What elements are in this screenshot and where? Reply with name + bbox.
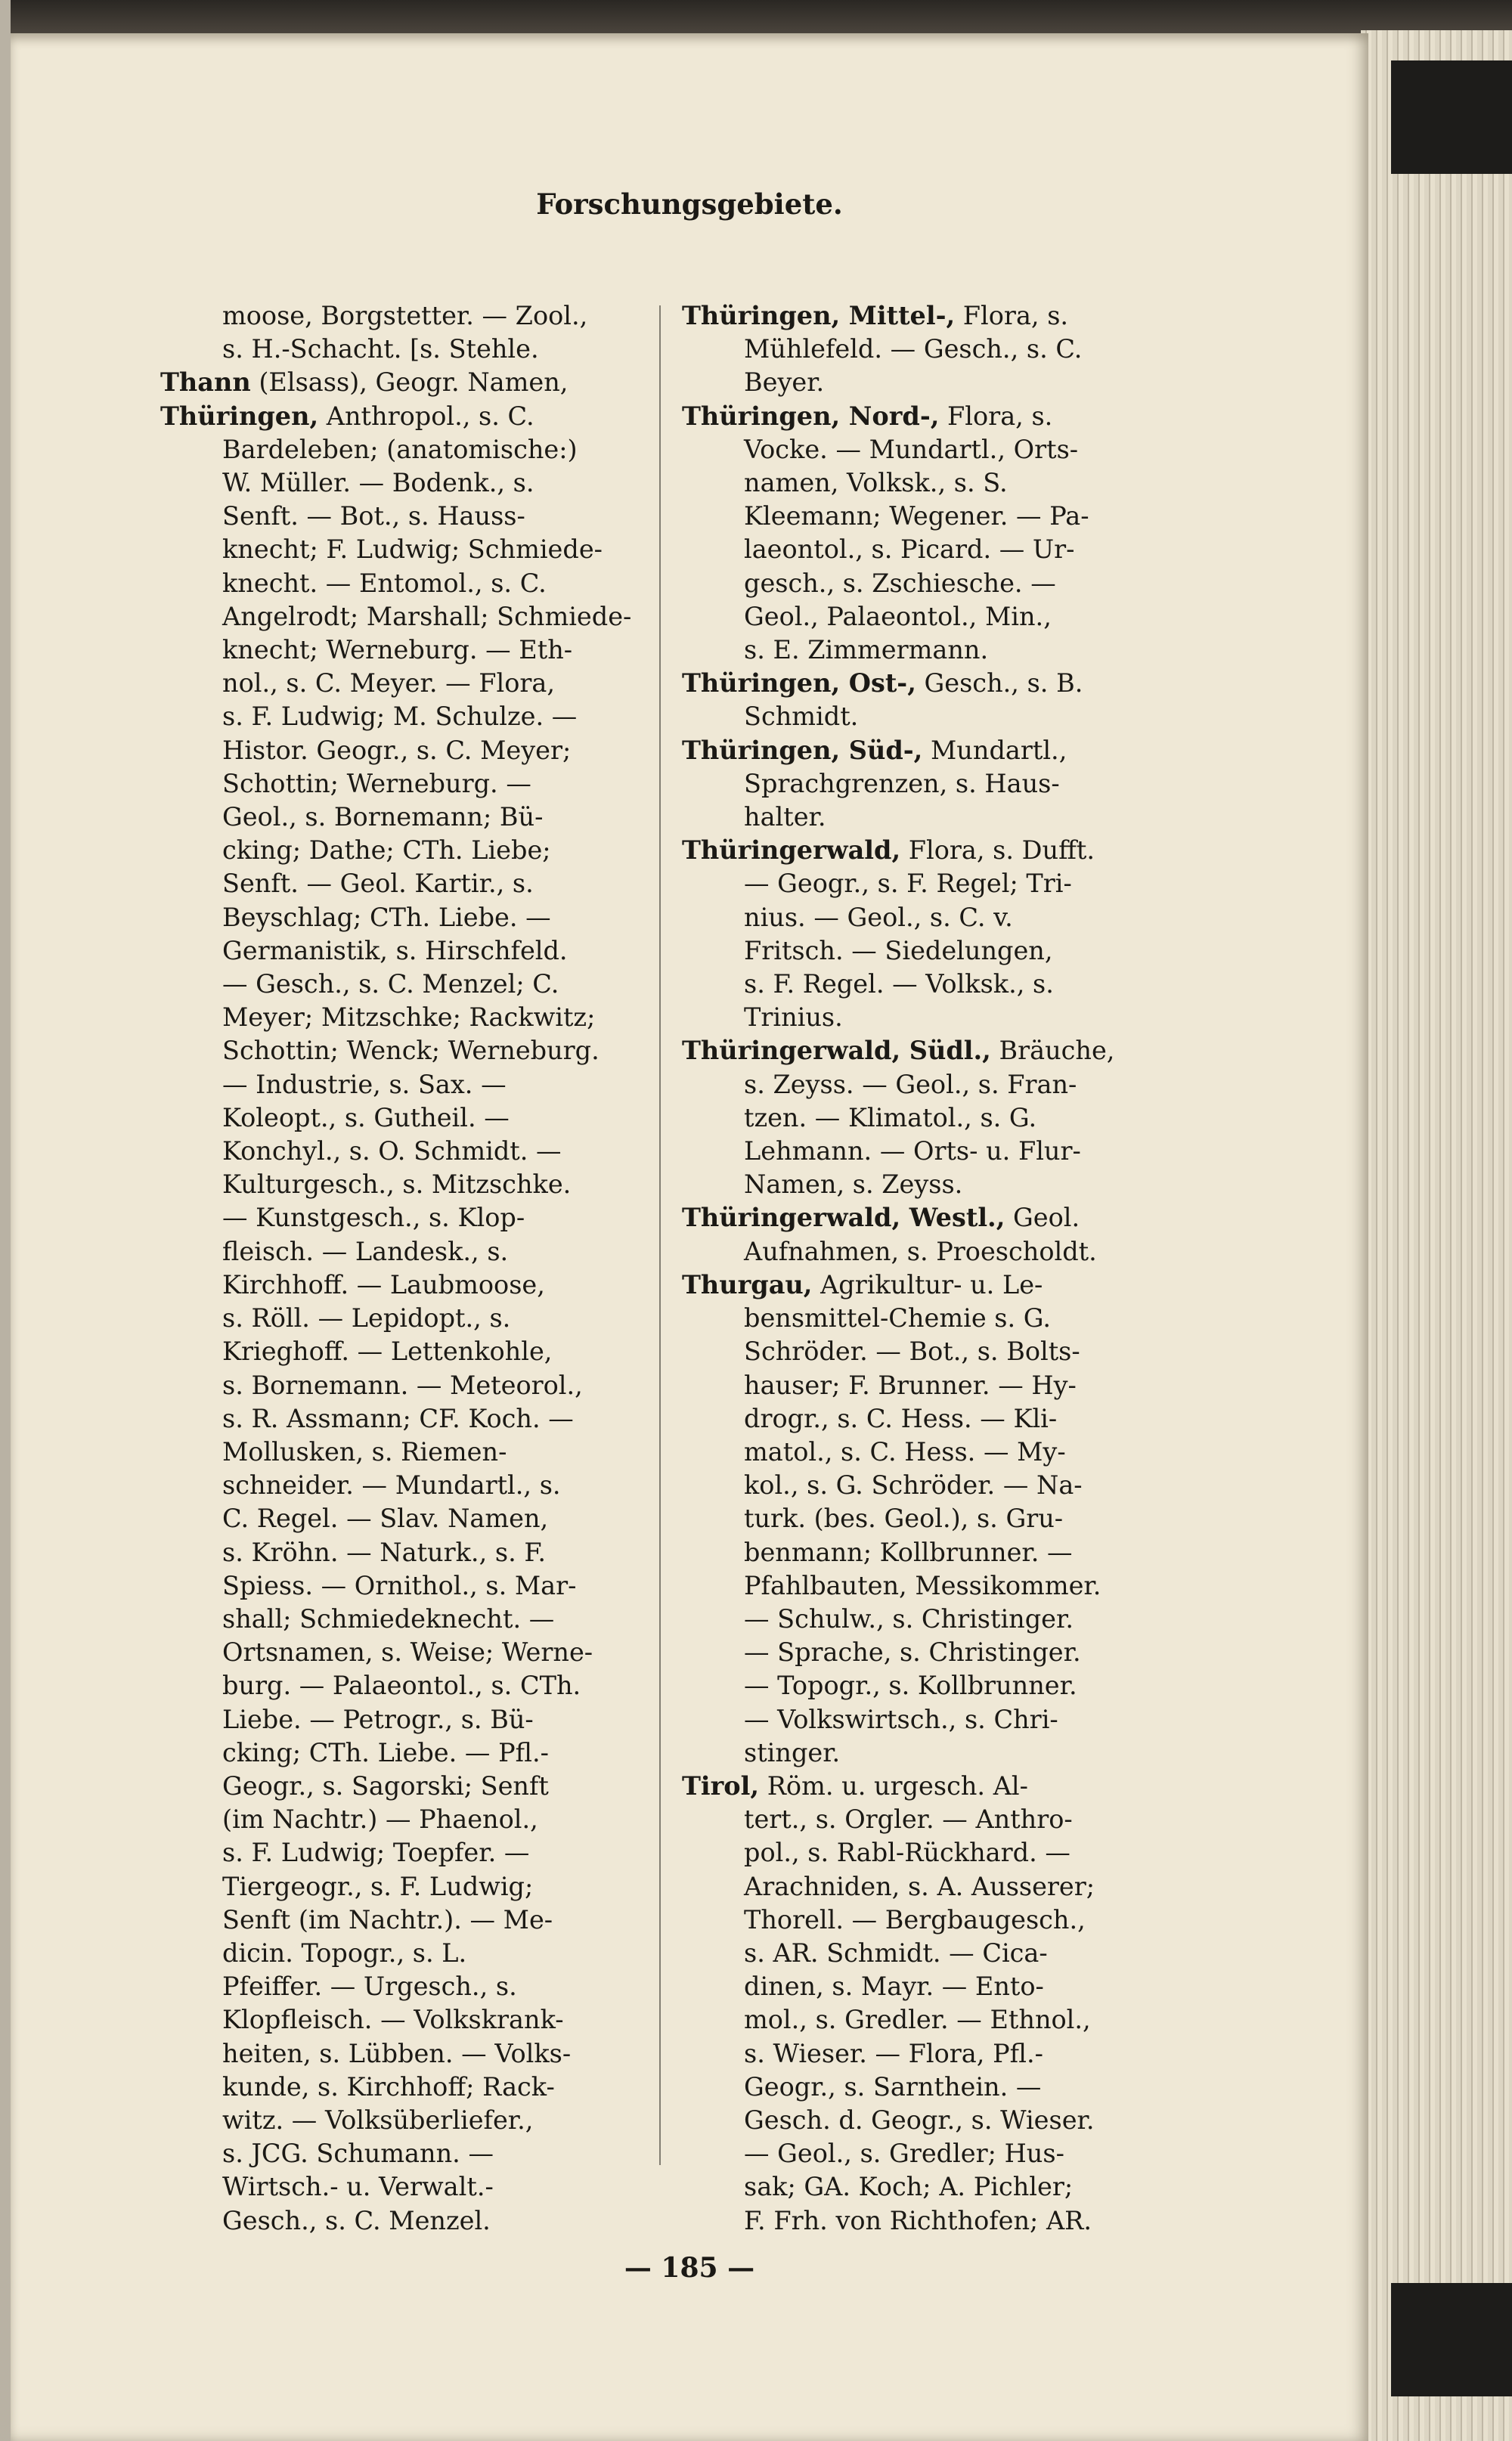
left-column-line: Schottin; Werneburg. — xyxy=(222,768,531,798)
left-column-line: Senft (im Nachtr.). — Me- xyxy=(222,1904,553,1935)
entry-term: Thüringerwald, Westl., xyxy=(682,1203,1005,1233)
right-column-line: s. AR. Schmidt. — Cica- xyxy=(744,1938,1048,1968)
left-column-line: shall; Schmiedeknecht. — xyxy=(222,1603,555,1634)
right-column-line: gesch., s. Zschiesche. — xyxy=(744,568,1056,598)
right-column-line: Thüringen, Nord-, Flora, s. xyxy=(682,401,1053,431)
right-column-line: — Topogr., s. Kollbrunner. xyxy=(744,1671,1077,1701)
right-column-line: — Geol., s. Gredler; Hus- xyxy=(744,2139,1064,2169)
left-column-line: knecht; Werneburg. — Eth- xyxy=(222,635,573,665)
right-column-line: Gesch. d. Geogr., s. Wieser. xyxy=(744,2105,1095,2135)
left-column-line: Koleopt., s. Gutheil. — xyxy=(222,1102,510,1132)
right-column-line: Namen, s. Zeyss. xyxy=(744,1169,963,1200)
left-column-line: knecht; F. Ludwig; Schmiede- xyxy=(222,534,603,565)
left-column-line: Spiess. — Ornithol., s. Mar- xyxy=(222,1570,577,1600)
left-column-line: Bardeleben; (anatomische:) xyxy=(222,434,578,464)
left-column-line: knecht. — Entomol., s. C. xyxy=(222,568,547,598)
left-column-line: s. Kröhn. — Naturk., s. F. xyxy=(222,1537,547,1567)
left-column-line: Schottin; Wenck; Werneburg. xyxy=(222,1036,600,1066)
right-column-line: — Volkswirtsch., s. Chri- xyxy=(744,1704,1058,1734)
right-column-line: tert., s. Orgler. — Anthro- xyxy=(744,1804,1073,1835)
left-column-line: Kirchhoff. — Laubmoose, xyxy=(222,1269,545,1299)
entry-term: Thüringerwald, xyxy=(682,835,901,866)
entry-term: Tirol, xyxy=(682,1770,760,1801)
right-column-line: s. E. Zimmermann. xyxy=(744,635,989,665)
page-stack-edge xyxy=(1361,30,1512,2441)
left-column-line: W. Müller. — Bodenk., s. xyxy=(222,468,534,498)
left-column-line: Thann (Elsass), Geogr. Namen, xyxy=(160,367,569,398)
right-column-line: Geogr., s. Sarnthein. — xyxy=(744,2071,1042,2102)
right-column-line: halter. xyxy=(744,802,826,832)
right-column-line: stinger. xyxy=(744,1737,841,1767)
entry-term: Thüringerwald, Südl., xyxy=(682,1036,991,1066)
right-column xyxy=(682,299,1226,2238)
left-column-line: Geogr., s. Sagorski; Senft xyxy=(222,1770,549,1801)
left-column-line: s. H.-Schacht. [s. Stehle. xyxy=(222,334,539,364)
right-column-line: hauser; F. Brunner. — Hy- xyxy=(744,1370,1077,1400)
left-column-line: Kulturgesch., s. Mitzschke. xyxy=(222,1169,572,1200)
left-column-line: burg. — Palaeontol., s. CTh. xyxy=(222,1671,581,1701)
right-column-line: s. F. Regel. — Volksk., s. xyxy=(744,969,1054,999)
right-column-line: drogr., s. C. Hess. — Kli- xyxy=(744,1403,1058,1433)
page-number: — 185 — xyxy=(624,2252,755,2284)
right-column-line: benmann; Kollbrunner. — xyxy=(744,1537,1073,1567)
left-column-line: nol., s. C. Meyer. — Flora, xyxy=(222,668,556,699)
right-column-line: tzen. — Klimatol., s. G. xyxy=(744,1102,1037,1132)
right-column-line: Thurgau, Agrikultur- u. Le- xyxy=(682,1269,1043,1299)
right-column-line: — Schulw., s. Christinger. xyxy=(744,1603,1074,1634)
right-column-line: Kleemann; Wegener. — Pa- xyxy=(744,501,1089,531)
left-column-line: — Kunstgesch., s. Klop- xyxy=(222,1203,525,1233)
page-header: Forschungsgebiete. xyxy=(536,187,843,221)
right-column-line: — Sprache, s. Christinger. xyxy=(744,1637,1081,1668)
left-column-line: Pfeiffer. — Urgesch., s. xyxy=(222,1972,517,2002)
left-column-line: s. JCG. Schumann. — xyxy=(222,2139,494,2169)
right-column-line: Thüringen, Ost-, Gesch., s. B. xyxy=(682,668,1083,699)
book-page xyxy=(11,33,1368,2441)
left-column-line: Beyschlag; CTh. Liebe. — xyxy=(222,902,551,932)
left-column-line: Histor. Geogr., s. C. Meyer; xyxy=(222,735,572,765)
scan-top-edge xyxy=(0,0,1512,33)
left-column-line: Germanistik, s. Hirschfeld. xyxy=(222,935,568,965)
right-column-line: Pfahlbauten, Messikommer. xyxy=(744,1570,1101,1600)
right-column-line: matol., s. C. Hess. — My- xyxy=(744,1436,1066,1467)
left-column-line: (im Nachtr.) — Phaenol., xyxy=(222,1804,538,1835)
right-column-line: Arachniden, s. A. Ausserer; xyxy=(744,1871,1095,1901)
left-column-line: cking; Dathe; CTh. Liebe; xyxy=(222,835,551,866)
right-column-line: Fritsch. — Siedelungen, xyxy=(744,935,1053,965)
left-column-line: Senft. — Bot., s. Hauss- xyxy=(222,501,525,531)
binding-corner-top xyxy=(1391,60,1512,174)
left-column-line: Liebe. — Petrogr., s. Bü- xyxy=(222,1704,534,1734)
left-column-line: Krieghoff. — Lettenkohle, xyxy=(222,1337,553,1367)
right-column-line: mol., s. Gredler. — Ethnol., xyxy=(744,2005,1091,2035)
left-column xyxy=(160,299,674,2238)
left-column-line: cking; CTh. Liebe. — Pfl.- xyxy=(222,1737,549,1767)
column-divider xyxy=(659,305,661,2165)
left-column-line: Meyer; Mitzschke; Rackwitz; xyxy=(222,1002,596,1033)
right-column-line: Tirol, Röm. u. urgesch. Al- xyxy=(682,1770,1028,1801)
left-column-line: Wirtsch.- u. Verwalt.- xyxy=(222,2172,494,2202)
right-column-line: turk. (bes. Geol.), s. Gru- xyxy=(744,1504,1064,1534)
entry-term: Thüringen, Süd-, xyxy=(682,735,923,765)
left-column-line: — Industrie, s. Sax. — xyxy=(222,1069,507,1099)
right-column-line: namen, Volksk., s. S. xyxy=(744,468,1008,498)
right-column-line: kol., s. G. Schröder. — Na- xyxy=(744,1470,1083,1501)
right-column-line: s. Zeyss. — Geol., s. Fran- xyxy=(744,1069,1077,1099)
left-column-line: — Gesch., s. C. Menzel; C. xyxy=(222,969,559,999)
right-column-line: Vocke. — Mundartl., Orts- xyxy=(744,434,1079,464)
right-column-line: Thorell. — Bergbaugesch., xyxy=(744,1904,1086,1935)
right-column-line: Sprachgrenzen, s. Haus- xyxy=(744,768,1060,798)
left-column-line: Klopfleisch. — Volkskrank- xyxy=(222,2005,564,2035)
left-column-line: Angelrodt; Marshall; Schmiede- xyxy=(222,601,632,631)
entry-term: Thüringen, Ost-, xyxy=(682,668,916,699)
right-column-line: bensmittel-Chemie s. G. xyxy=(744,1303,1051,1334)
left-column-line: s. F. Ludwig; M. Schulze. — xyxy=(222,702,578,732)
right-column-line: s. Wieser. — Flora, Pfl.- xyxy=(744,2038,1043,2068)
left-column-line: moose, Borgstetter. — Zool., xyxy=(222,301,588,330)
left-column-line: Geol., s. Bornemann; Bü- xyxy=(222,802,544,832)
right-column-line: pol., s. Rabl-Rückhard. — xyxy=(744,1838,1070,1868)
left-column-line: dicin. Topogr., s. L. xyxy=(222,1938,467,1968)
left-column-line: s. Röll. — Lepidopt., s. xyxy=(222,1303,511,1334)
left-column-line: witz. — Volksüberliefer., xyxy=(222,2105,534,2135)
left-column-line: schneider. — Mundartl., s. xyxy=(222,1470,561,1501)
right-column-line: Lehmann. — Orts- u. Flur- xyxy=(744,1136,1081,1166)
left-column-line: s. R. Assmann; CF. Koch. — xyxy=(222,1403,574,1433)
right-column-line: Mühlefeld. — Gesch., s. C. xyxy=(744,334,1083,364)
left-column-line: C. Regel. — Slav. Namen, xyxy=(222,1504,549,1534)
right-column-line: Trinius. xyxy=(744,1002,843,1033)
left-column-line: Konchyl., s. O. Schmidt. — xyxy=(222,1136,562,1166)
entry-term: Thann xyxy=(160,367,251,398)
left-column-line: Gesch., s. C. Menzel. xyxy=(222,2205,491,2235)
right-column-line: sak; GA. Koch; A. Pichler; xyxy=(744,2172,1074,2202)
right-column-line: Thüringen, Süd-, Mundartl., xyxy=(682,735,1067,765)
right-column-line: — Geogr., s. F. Regel; Tri- xyxy=(744,869,1072,899)
right-column-line: nius. — Geol., s. C. v. xyxy=(744,902,1013,932)
entry-term: Thüringen, Mittel-, xyxy=(682,301,956,330)
binding-corner-bottom xyxy=(1391,2283,1512,2396)
right-column-line: Thüringerwald, Südl., Bräuche, xyxy=(682,1036,1115,1066)
left-column-line: heiten, s. Lübben. — Volks- xyxy=(222,2038,572,2068)
entry-term: Thüringen, Nord-, xyxy=(682,401,940,431)
right-column-line: Aufnahmen, s. Proescholdt. xyxy=(744,1236,1097,1266)
right-column-line: F. Frh. von Richthofen; AR. xyxy=(744,2205,1092,2235)
right-column-line: Thüringen, Mittel-, Flora, s. xyxy=(682,301,1069,330)
left-column-line: Tiergeogr., s. F. Ludwig; xyxy=(222,1871,534,1901)
right-column-line: Thüringerwald, Flora, s. Dufft. xyxy=(682,835,1095,866)
right-column-line: Schmidt. xyxy=(744,702,859,732)
entry-term: Thüringen, xyxy=(160,401,319,431)
left-column-line: fleisch. — Landesk., s. xyxy=(222,1236,509,1266)
right-column-line: Thüringerwald, Westl., Geol. xyxy=(682,1203,1080,1233)
left-column-line: Mollusken, s. Riemen- xyxy=(222,1436,507,1467)
right-column-line: Schröder. — Bot., s. Bolts- xyxy=(744,1337,1080,1367)
right-column-line: Beyer. xyxy=(744,367,825,398)
right-column-line: Geol., Palaeontol., Min., xyxy=(744,601,1052,631)
left-column-line: s. F. Ludwig; Toepfer. — xyxy=(222,1838,530,1868)
entry-term: Thurgau, xyxy=(682,1269,813,1299)
left-column-line: Senft. — Geol. Kartir., s. xyxy=(222,869,534,899)
left-column-line: s. Bornemann. — Meteorol., xyxy=(222,1370,583,1400)
right-column-line: dinen, s. Mayr. — Ento- xyxy=(744,1972,1044,2002)
left-column-line: kunde, s. Kirchhoff; Rack- xyxy=(222,2071,555,2102)
left-column-line: Ortsnamen, s. Weise; Werne- xyxy=(222,1637,593,1668)
right-column-line: laeontol., s. Picard. — Ur- xyxy=(744,534,1075,565)
left-column-line: Thüringen, Anthropol., s. C. xyxy=(160,401,534,431)
scan-left-edge xyxy=(0,0,11,2441)
